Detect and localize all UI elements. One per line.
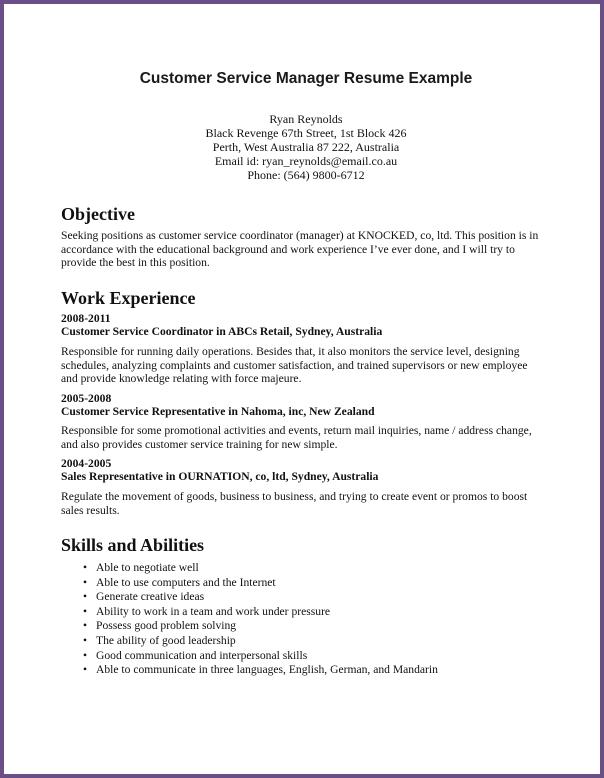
list-item: • Able to communicate in three languages, English, German, and Mandarin [83,663,438,677]
contact-name: Ryan Reynolds [269,112,343,126]
contact-address-line-1: Black Revenge 67th Street, 1st Block 426 [205,126,407,140]
work-experience-heading: Work Experience [61,288,196,308]
list-item: • The ability of good leadership [83,633,236,647]
job-years: 2004-2005 [61,457,112,470]
list-item: • Ability to work in a team and work under pressure [83,604,331,618]
list-item: • Able to negotiate well [83,561,199,574]
skills-list [61,561,438,678]
bullet-icon: • [83,633,88,647]
job-description-line: and also provides customer service training for new simple. [61,437,338,451]
objective-text [61,229,549,270]
list-item: • Able to use computers and the Internet [83,575,276,589]
bullet-icon: • [83,590,88,604]
job-description-line: and provide knowledge relating with force majeure. [61,372,302,385]
job-description-line: sales results. [61,503,120,517]
list-item: • Good communication and interpersonal skills [83,648,308,662]
job-description-line: Responsible for some promotional activities and events, return mail inquiries, name / address change, [61,424,532,437]
bullet-icon: • [83,663,88,677]
job-description-line: schedules, analyzing complaints and customer satisfaction, and trained supervisors or new employee [61,358,528,372]
objective-heading: Objective [61,204,135,224]
objective-line: accordance with the educational background and work experience I’ve ever done, and I will try to [61,242,515,256]
job-title: Customer Service Coordinator in ABCs Retail, Sydney, Australia [61,325,383,338]
contact-phone: Phone: (564) 9800-6712 [247,168,365,182]
job-description [61,345,549,386]
contact-block [61,112,551,182]
objective-line: provide the best in this position. [61,256,210,269]
resume-page [4,4,600,774]
bullet-icon: • [83,619,88,633]
job-title: Customer Service Representative in Nahoma, inc, New Zealand [61,405,375,418]
bullet-icon: • [83,648,88,662]
job-years: 2008-2011 [61,312,111,325]
bullet-icon: • [83,604,88,618]
job-description-line: Responsible for running daily operations. Besides that, it also monitors the service level, designing [61,345,520,358]
contact-email: Email id: ryan_reynolds@email.co.au [214,154,398,168]
document-title: Customer Service Manager Resume Example [139,70,473,87]
job-years: 2005-2008 [61,392,112,405]
job-description [61,424,549,451]
bullet-icon: • [83,575,88,589]
contact-address-line-2: Perth, West Australia 87 222, Australia [212,140,400,154]
skills-heading: Skills and Abilities [61,535,205,555]
job-description-line: Regulate the movement of goods, business to business, and trying to create event or promos to boost [61,490,528,503]
objective-line: Seeking positions as customer service coordinator (manager) at KNOCKED, co, ltd. This position is in [61,229,539,242]
job-description [61,490,549,517]
bullet-icon: • [83,561,88,574]
list-item: • Possess good problem solving [83,619,237,633]
list-item: • Generate creative ideas [83,590,205,604]
job-title: Sales Representative in OURNATION, co, ltd, Sydney, Australia [61,470,379,483]
